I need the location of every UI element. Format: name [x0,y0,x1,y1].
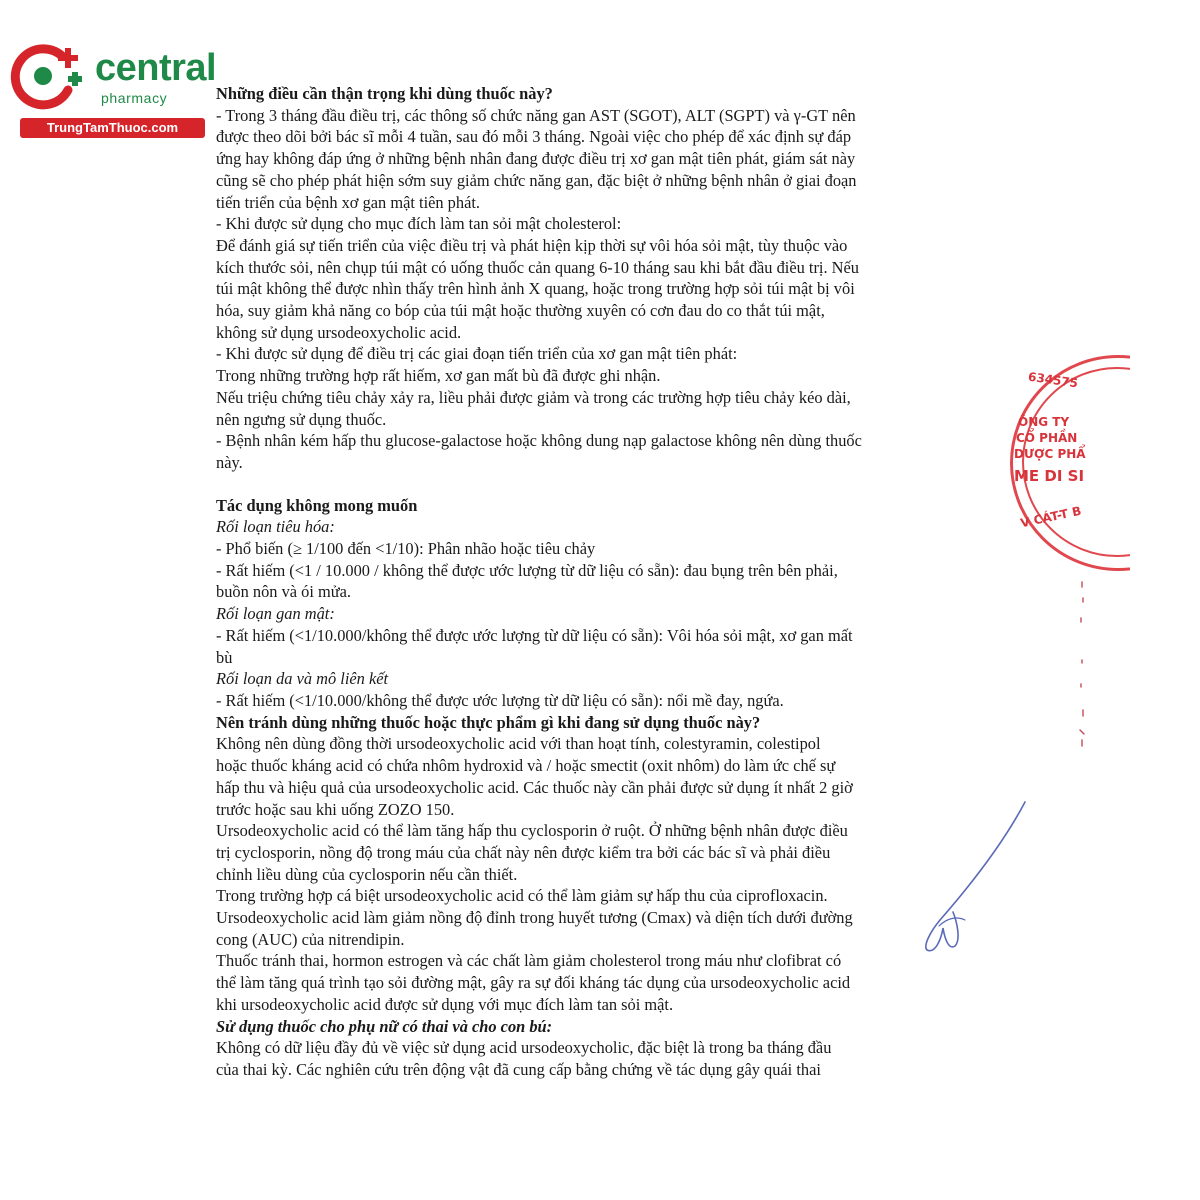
text-line: túi mật không thể được nhìn thấy trên hình ảnh X quang, hoặc trong trường hợp sỏi túi mật bị vôi [216,279,855,299]
text-line: ứng hay không đáp ứng ở những bệnh nhân đang được điều trị xơ gan mật tiên phát, giám sát này [216,149,856,169]
text-line: được theo dõi bởi bác sĩ mỗi 4 tuần, sau đó mỗi 3 tháng. Ngoài việc cho phép để xác định sự đáp [216,127,852,147]
text-line: trước hoặc sau khi uống ZOZO 150. [216,799,455,819]
text-line: bù [216,647,233,667]
text-line: kích thước sỏi, nên chụp túi mật có uống thuốc cản quang 6-10 tháng sau khi bắt đầu điều trị. Nếu [216,257,859,277]
subheading-liver: Rối loạn gan mật: [216,604,335,624]
text-line: Trong những trường hợp rất hiếm, xơ gan mất bù đã được ghi nhận. [216,366,661,386]
text-line: trị cyclosporin, nồng độ trong máu của chất này nên được kiểm tra bởi các bác sĩ và phải điều [216,842,831,862]
subheading-gi: Rối loạn tiêu hóa: [216,517,335,537]
heading-side-effects: Tác dụng không mong muốn [216,495,418,515]
text-line: hóa, suy giảm khả năng co bóp của túi mật hoặc thường xuyên có cơn đau do co thắt túi mật, [216,301,825,321]
subheading-skin: Rối loạn da và mô liên kết [216,669,389,689]
text-line: cũng sẽ cho phép phát hiện sớm suy giảm chức năng gan, đặc biệt ở những bệnh nhân ở giai đoạn [216,170,857,190]
text-line: - Bệnh nhân kém hấp thu glucose-galactose hoặc không dung nạp galactose không nên dùng thuốc [216,431,862,451]
heading-pregnancy: Sử dụng thuốc cho phụ nữ có thai và cho con bú: [216,1016,553,1036]
stamp-line: ÔNG TY [1018,415,1070,429]
text-line: Nếu triệu chứng tiêu chảy xảy ra, liều phải được giảm và trong các trường hợp tiêu chảy kéo dài, [216,387,851,407]
logo-brand: central [95,47,217,89]
text-line: Ursodeoxycholic acid làm giảm nồng độ đỉnh trong huyết tương (Cmax) và diện tích dưới đường [216,908,853,928]
text-line: hoặc thuốc kháng acid có chứa nhôm hydroxid và / hoặc smectit (oxit nhôm) do làm ức chế sự [216,756,836,776]
text-line: nên ngưng sử dụng thuốc. [216,409,387,429]
text-line: thể làm tăng quá trình tạo sỏi đường mật, gây ra sự đối kháng tác dụng của ursodeoxycholic acid [216,973,851,993]
text-line: Để đánh giá sự tiến triển của việc điều trị và phát hiện kịp thời sự vôi hóa sỏi mật, tùy thuộc vào [216,235,848,255]
document-body [216,83,986,1081]
logo-website: TrungTamThuoc.com [20,118,205,138]
stamp-number: 634575 [1027,369,1079,391]
text-line: chỉnh liều dùng của cyclosporin nếu cần thiết. [216,864,518,884]
pharmacy-cross-icon [10,42,90,112]
heading-avoid: Nên tránh dùng những thuốc hoặc thực phẩm gì khi đang sử dụng thuốc này? [216,712,761,732]
text-line: Thuốc tránh thai, hormon estrogen và các chất làm giảm cholesterol trong máu như clofibrat có [216,951,842,971]
stamp-line: CỔ PHẦN [1016,431,1078,445]
text-line: khi ursodeoxycholic acid được sử dụng với mục đích làm tan sỏi mật. [216,994,674,1014]
text-line: - Rất hiếm (<1 / 10.000 / không thể được ước lượng từ dữ liệu có sẵn): đau bụng trên bên phải, [216,560,838,580]
text-line: này. [216,452,243,472]
text-line: buồn nôn và ói mửa. [216,582,351,602]
company-stamp [1000,345,1130,575]
margin-marks [1075,580,1089,750]
text-line: - Rất hiếm (<1/10.000/không thể được ước lượng từ dữ liệu có sẵn): nổi mề đay, ngứa. [216,690,784,710]
text-line: Trong trường hợp cá biệt ursodeoxycholic acid có thể làm giảm sự hấp thu của ciprofloxacin. [216,886,828,906]
signature [905,800,1045,970]
text-line: Không có dữ liệu đầy đủ về việc sử dụng acid ursodeoxycholic, đặc biệt là trong ba tháng đầu [216,1038,832,1058]
central-pharmacy-logo [10,38,215,138]
text-line: tiến triển của bệnh xơ gan mật tiên phát. [216,192,481,212]
text-line: - Khi được sử dụng cho mục đích làm tan sỏi mật cholesterol: [216,214,622,234]
text-line: - Phổ biến (≥ 1/100 đến <1/10): Phân nhão hoặc tiêu chảy [216,539,596,559]
stamp-line: V CÁT-T B [1019,503,1083,531]
text-line: của thai kỳ. Các nghiên cứu trên động vật đã cung cấp bằng chứng về tác dụng gây quái thai [216,1059,821,1079]
logo-subtitle: pharmacy [101,90,168,106]
text-line: - Khi được sử dụng để điều trị các giai đoạn tiến triển của xơ gan mật tiên phát: [216,344,738,364]
stamp-line: DƯỢC PHẨ [1014,447,1086,461]
stamp-line: ME DI SI [1014,467,1085,485]
text-line: - Trong 3 tháng đầu điều trị, các thông số chức năng gan AST (SGOT), ALT (SGPT) và γ-GT nên [216,105,856,125]
text-line: hấp thu và hiệu quả của ursodeoxycholic acid. Các thuốc này cần phải được sử dụng ít nhất 2 giờ [216,777,853,797]
text-line: Không nên dùng đồng thời ursodeoxycholic acid với than hoạt tính, colestyramin, colestipol [216,734,821,754]
paragraph-gap [216,474,986,495]
text-line: - Rất hiếm (<1/10.000/không thể được ước lượng từ dữ liệu có sẵn): Vôi hóa sỏi mật, xơ gan mất [216,625,853,645]
text-line: không sử dụng ursodeoxycholic acid. [216,322,462,342]
text-line: Ursodeoxycholic acid có thể làm tăng hấp thu cyclosporin ở ruột. Ở những bệnh nhân được điều [216,821,848,841]
text-line: cong (AUC) của nitrendipin. [216,929,405,949]
heading-precautions: Những điều cần thận trọng khi dùng thuốc này? [216,84,553,103]
